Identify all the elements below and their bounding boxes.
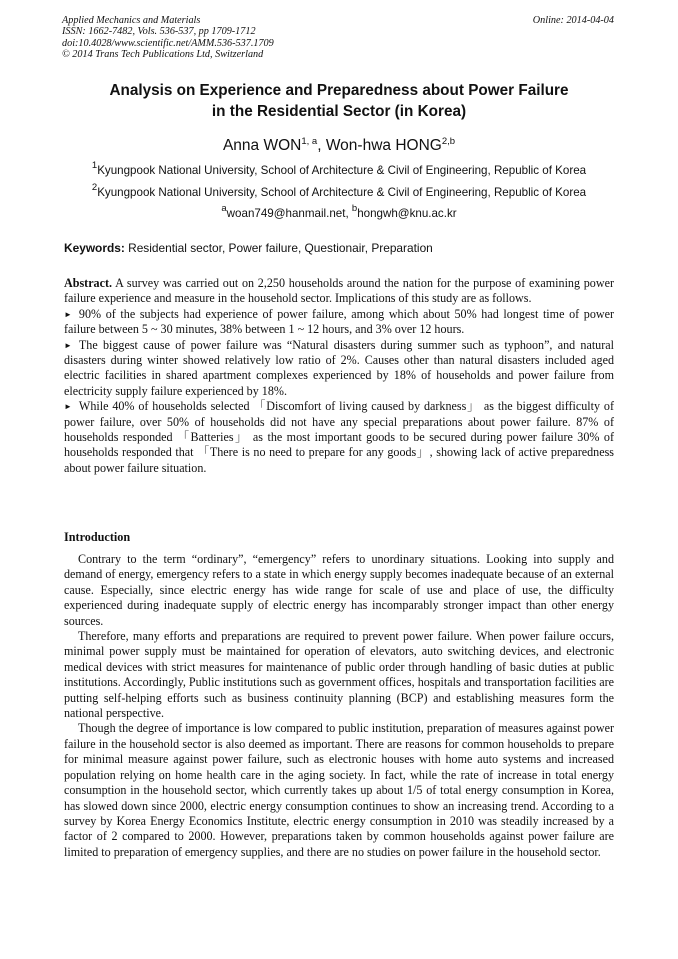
title-line-2: in the Residential Sector (in Korea) — [211, 103, 467, 120]
abstract-bullet-3-text: While 40% of households selected 「Discomfort of living caused by darkness」 as the biggest difficulty of power failure, over 50% of households did not have any special preparations about power failure. 87% of households responded 「Batteries」 as the most important goods to be secured during power failure 30% of households responded that 「There is no need to prepare for any goods」, showing lack of active preparedness about power failure situation. — [64, 399, 614, 475]
keywords-label: Keywords: — [64, 241, 125, 255]
bullet-arrow-icon: ► — [64, 402, 72, 412]
author-emails — [0, 203, 678, 221]
abstract-bullet-2 — [64, 338, 614, 400]
introduction-section — [64, 552, 614, 860]
abstract-label: Abstract. — [64, 276, 113, 290]
abstract-section — [64, 276, 614, 476]
introduction-paragraph-3: Though the degree of importance is low compared to public institution, preparation of measures against power failure in the household sector is also deemed as important. There are reasons for common households to prepare for minimal measure against power failure, such as electronic houses with home auto systems and increased population relying on home health care in the aging society. In fact, while the rate of increase in total energy consumption in the household sector, which currently takes up about 1/5 of total energy consumption in Korea, has slowed down since 2000, electric energy consumption continues to show an increasing trend. According to a survey by Korea Energy Economics Institute, electric energy consumption in 2010 was steadily increased by a factor of 2 compared to 2000. However, preparations taken by common households against power failure are limited to preparation of emergency supplies, and there are no studies on power failure in the household sector. — [64, 721, 614, 859]
affiliation-2-text: Kyungpook National University, School of Architecture & Civil of Engineering, Republic of Korea — [97, 186, 587, 199]
paper-title — [0, 80, 678, 122]
introduction-paragraph-2: Therefore, many efforts and preparations are required to prevent power failure. When power failure occurs, minimal power supply must be maintained for operation of elevators, auto switching devices, and electronic medical devices with strict measures for maintenance of public order through handling of basic duties at public institutions. Accordingly, Public institutions such as government offices, hospitals and transportation facilities are putting self-helping efforts such as business continuity planning (BCP) and establishing measures form the national perspective. — [64, 629, 614, 721]
bullet-arrow-icon: ► — [64, 340, 72, 350]
online-date: Online: 2014-04-04 — [532, 15, 614, 26]
journal-copyright: © 2014 Trans Tech Publications Ltd, Switzerland — [62, 49, 264, 61]
email-b-superscript: b — [351, 203, 358, 214]
author-1-superscript: 1, a — [301, 136, 318, 147]
affiliation-1 — [0, 160, 678, 178]
title-line-1: Analysis on Experience and Preparedness about Power Failure — [109, 82, 569, 99]
introduction-paragraph-1: Contrary to the term “ordinary”, “emergency” refers to unordinary situations. Looking into supply and demand of energy, emergency refers to a state in which energy supply becomes inadequate because of an external cause. Especially, since electric energy has wide range for scale of use and place of use, the difficulty experienced during inadequate supply of electric energy has incomparably stronger impact than other energy sources. — [64, 552, 614, 628]
author-2-name: Won-hwa HONG — [325, 137, 442, 154]
affiliation-1-superscript: 1 — [91, 160, 98, 171]
journal-header — [62, 15, 274, 61]
introduction-heading: Introduction — [64, 530, 131, 544]
abstract-bullet-2-text: The biggest cause of power failure was “Natural disasters during summer such as typhoon”, and natural disasters during winter showed relatively low ratio of 2%. Causes other than natural disasters included aged electric facilities in shared apartment complexes experienced by 18% of households and power failure from electricity supply failure experienced by 18%. — [64, 337, 614, 398]
journal-issn: ISSN: 1662-7482, Vols. 536-537, pp 1709-1712 — [62, 26, 256, 38]
abstract-bullet-1 — [64, 307, 614, 338]
author-1-name: Anna WON — [222, 137, 302, 154]
keywords-text: Residential sector, Power failure, Questionair, Preparation — [124, 241, 433, 255]
keywords — [64, 241, 433, 256]
email-a: woan749@hanmail.net, — [226, 207, 352, 220]
abstract-bullet-3 — [64, 399, 614, 476]
bullet-arrow-icon: ► — [64, 309, 72, 319]
author-list — [0, 136, 678, 156]
email-a-superscript: a — [221, 203, 227, 214]
author-2-superscript: 2,b — [441, 136, 456, 147]
journal-name: Applied Mechanics and Materials — [62, 15, 201, 26]
affiliation-2-superscript: 2 — [91, 182, 98, 193]
journal-doi: doi:10.4028/www.scientific.net/AMM.536-537.1709 — [62, 37, 274, 49]
email-b: hongwh@knu.ac.kr — [357, 207, 457, 220]
abstract-text: A survey was carried out on 2,250 households around the nation for the purpose of examining power failure experience and measure in the household sector. Implications of this study are as follows. — [64, 276, 614, 306]
abstract-bullet-1-text: 90% of the subjects had experience of power failure, among which about 50% had longest time of power failure between 5 ~ 30 minutes, 38% between 1 ~ 12 hours, and 3% over 12 hours. — [64, 306, 614, 337]
author-separator: , — [317, 137, 326, 154]
affiliation-1-text: Kyungpook National University, School of Architecture & Civil of Engineering, Republic of Korea — [97, 164, 587, 177]
abstract-intro — [64, 276, 614, 307]
affiliation-2 — [0, 182, 678, 200]
